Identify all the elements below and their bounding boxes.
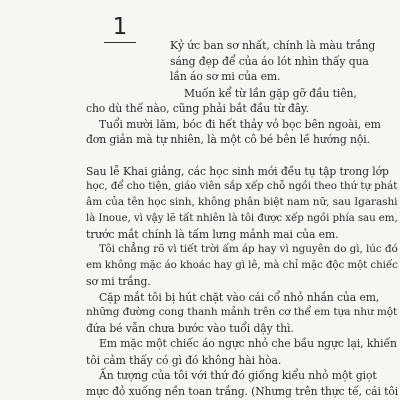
text-line: Sau lễ Khai giảng, các học sinh mới đều tụ tập trong lớp	[86, 164, 389, 178]
text-line: học, để cho tiện, giáo viên sắp xếp chỗ ngồi theo thứ tự phát	[86, 180, 398, 193]
chapter-number: 1	[112, 14, 128, 40]
text-line: Kỷ ức ban sơ nhất, chính là màu trắng	[170, 39, 376, 52]
chapter-heading	[104, 14, 136, 43]
text-line: Ấn tượng của tôi với thứ đó giống kiểu nhỏ một giọt	[99, 368, 377, 382]
text-line: sơ mi trắng.	[86, 274, 151, 288]
text-line: Tôi chẳng rõ vì tiết trời ấm áp hay vì nguyên do gì, lúc đó	[99, 243, 398, 256]
text-line: trước mắt chính là tấm lưng mảnh mai của em.	[86, 227, 339, 241]
text-line: Tuổi mười lăm, bóc đi hết thảy vỏ bọc bên ngoài, em	[99, 118, 381, 132]
text-line: Em mặc một chiếc áo ngực nhỏ che bầu ngực lại, khiến	[99, 337, 397, 351]
text-line: Cặp mắt tôi bị hút chặt vào cái cổ nhỏ nhắn của em,	[99, 290, 380, 304]
text-line: âm của tên học sinh, không phân biệt nam nữ, sau Igarashi	[86, 196, 398, 209]
text-line: đứa bé vẫn chưa bước vào tuổi dậy thì.	[86, 322, 294, 336]
text-line: sáng đẹp để của áo lót nhìn thấy qua	[170, 55, 369, 69]
text-line: tôi cảm thấy có gì đó không hài hòa.	[86, 353, 282, 367]
text-line: em không mặc áo khoác hay gì lê, mà chỉ mặc độc một chiếc	[86, 259, 398, 272]
text-line: là Inoue, vì vậy lẽ tất nhiên là tôi được xếp ngồi phía sau em,	[86, 211, 398, 224]
text-line: cho dù thế nào, cũng phải bắt đầu từ đây.	[86, 101, 309, 115]
text-line: đơn giản mà tự nhiên, là một cô bé bên lề hướng nội.	[86, 133, 370, 147]
text-line: Muốn kể từ lần gặp gỡ đầu tiên,	[184, 86, 357, 100]
text-line: mực đỏ xuống nền toan trắng. (Nhưng trên thực tế, cái tôi	[86, 385, 399, 398]
text-line: những đường cong thanh mảnh trên cơ thể em tựa như một	[86, 305, 398, 318]
text-line: lần áo sơ mi của em.	[170, 70, 281, 84]
chapter-underline	[104, 42, 136, 43]
